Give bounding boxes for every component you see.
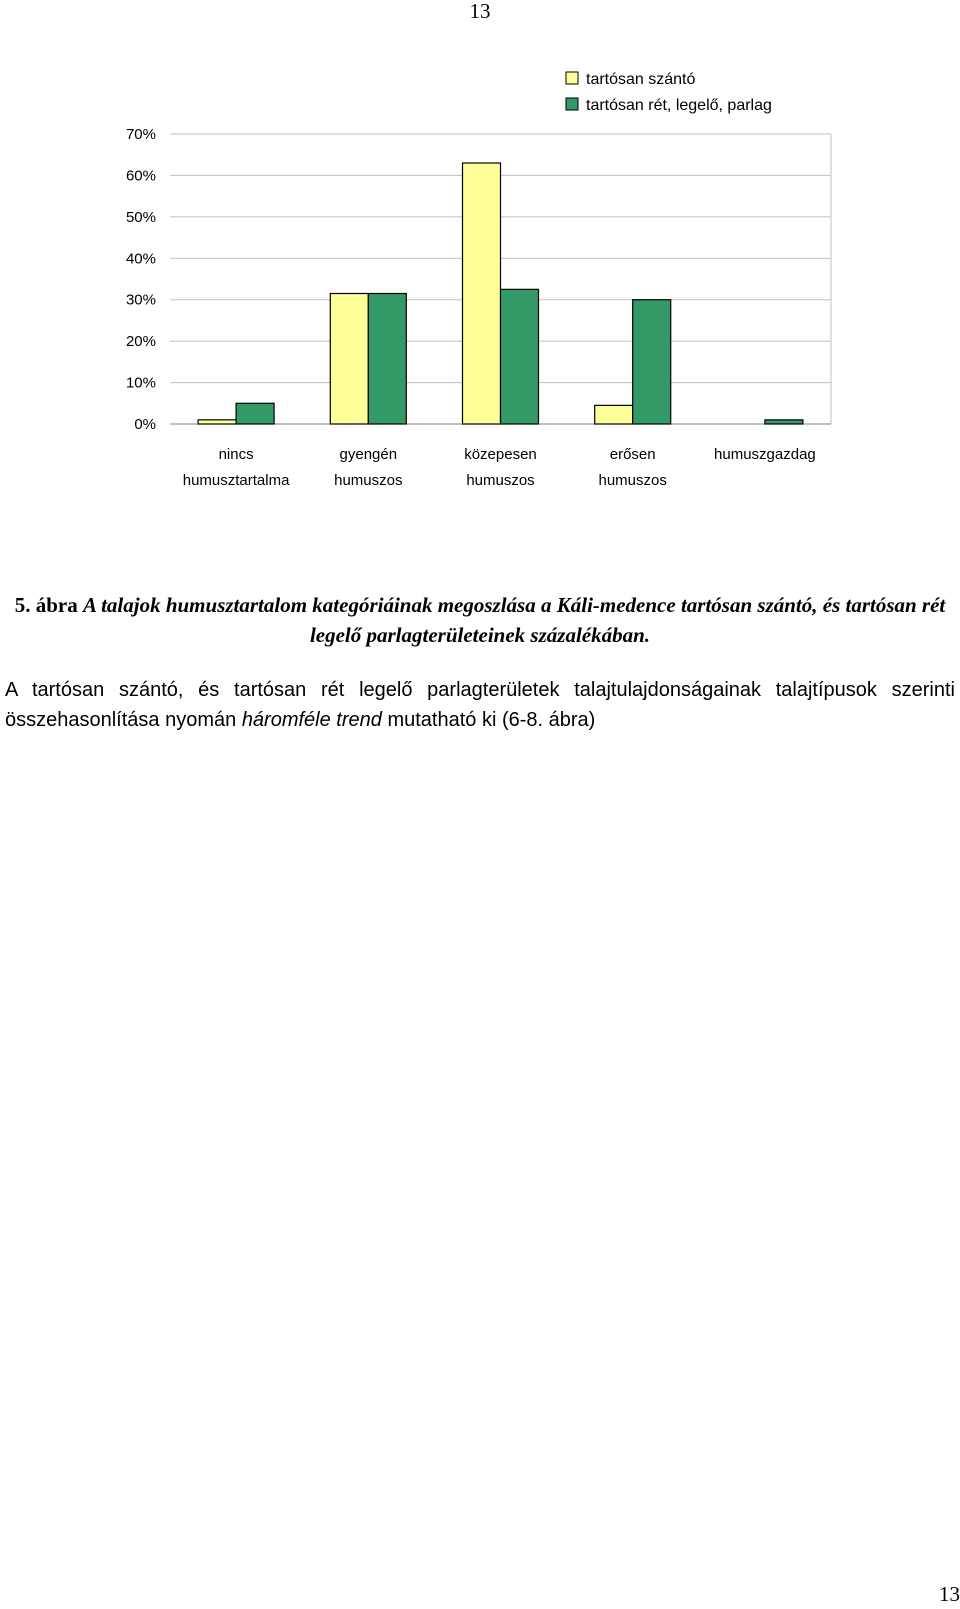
x-tick-label: nincs humusztartalma xyxy=(182,446,290,489)
y-tick-label: 10% xyxy=(125,374,156,392)
x-tick-label: közepesen humuszos xyxy=(464,446,537,489)
y-tick-label: 30% xyxy=(125,291,156,309)
y-tick-label: 20% xyxy=(125,333,156,351)
bar-ret-1 xyxy=(368,294,406,425)
chart-y-ticks xyxy=(126,126,156,433)
y-tick-label: 40% xyxy=(125,250,156,268)
chart-bars xyxy=(198,163,803,424)
caption-figure-number: 5. ábra xyxy=(14,593,78,617)
y-tick-label: 0% xyxy=(134,416,156,433)
figure-caption xyxy=(0,590,960,650)
paragraph-text-2: mutatható ki (6-8. ábra) xyxy=(387,709,596,731)
legend-swatch xyxy=(566,98,578,110)
bar-szanto-1 xyxy=(330,294,368,425)
caption-text: A talajok humusztartalom kategóriáinak megoszlása a Káli-medence tartósan szántó, és tartósan rét legelő parlagterületeinek százalékában. xyxy=(82,593,946,647)
bar-szanto-2 xyxy=(463,163,501,424)
legend-swatch xyxy=(566,72,578,84)
y-tick-label: 50% xyxy=(125,208,156,226)
chart-x-labels xyxy=(183,446,816,489)
paragraph-text-1: A tartósan szántó, és tartósan rét legelő parlagterületek talajtulajdonságainak talajtípusok szerinti összehasonlítása nyomán xyxy=(5,679,955,731)
page-number-bottom: 13 xyxy=(939,1582,960,1606)
paragraph-emphasis: háromféle trend xyxy=(241,709,382,731)
x-tick-label: erősen humuszos xyxy=(598,446,667,489)
bar-ret-4 xyxy=(765,420,803,424)
x-tick-label: humuszgazdag xyxy=(714,446,816,463)
bar-ret-3 xyxy=(633,300,671,424)
y-tick-label: 70% xyxy=(125,126,156,143)
humus-bar-chart xyxy=(100,60,860,520)
x-tick-label: gyengén humuszos xyxy=(334,446,403,489)
legend-label: tartósan szántó xyxy=(586,71,696,88)
body-paragraph xyxy=(5,675,955,735)
bar-szanto-3 xyxy=(595,405,633,424)
bar-ret-2 xyxy=(501,289,539,424)
bar-szanto-0 xyxy=(198,420,236,424)
y-tick-label: 60% xyxy=(125,167,156,185)
legend-label: tartósan rét, legelő, parlag xyxy=(586,97,772,114)
page-number-top: 13 xyxy=(469,0,491,23)
bar-ret-0 xyxy=(236,403,274,424)
chart-legend xyxy=(566,71,772,114)
